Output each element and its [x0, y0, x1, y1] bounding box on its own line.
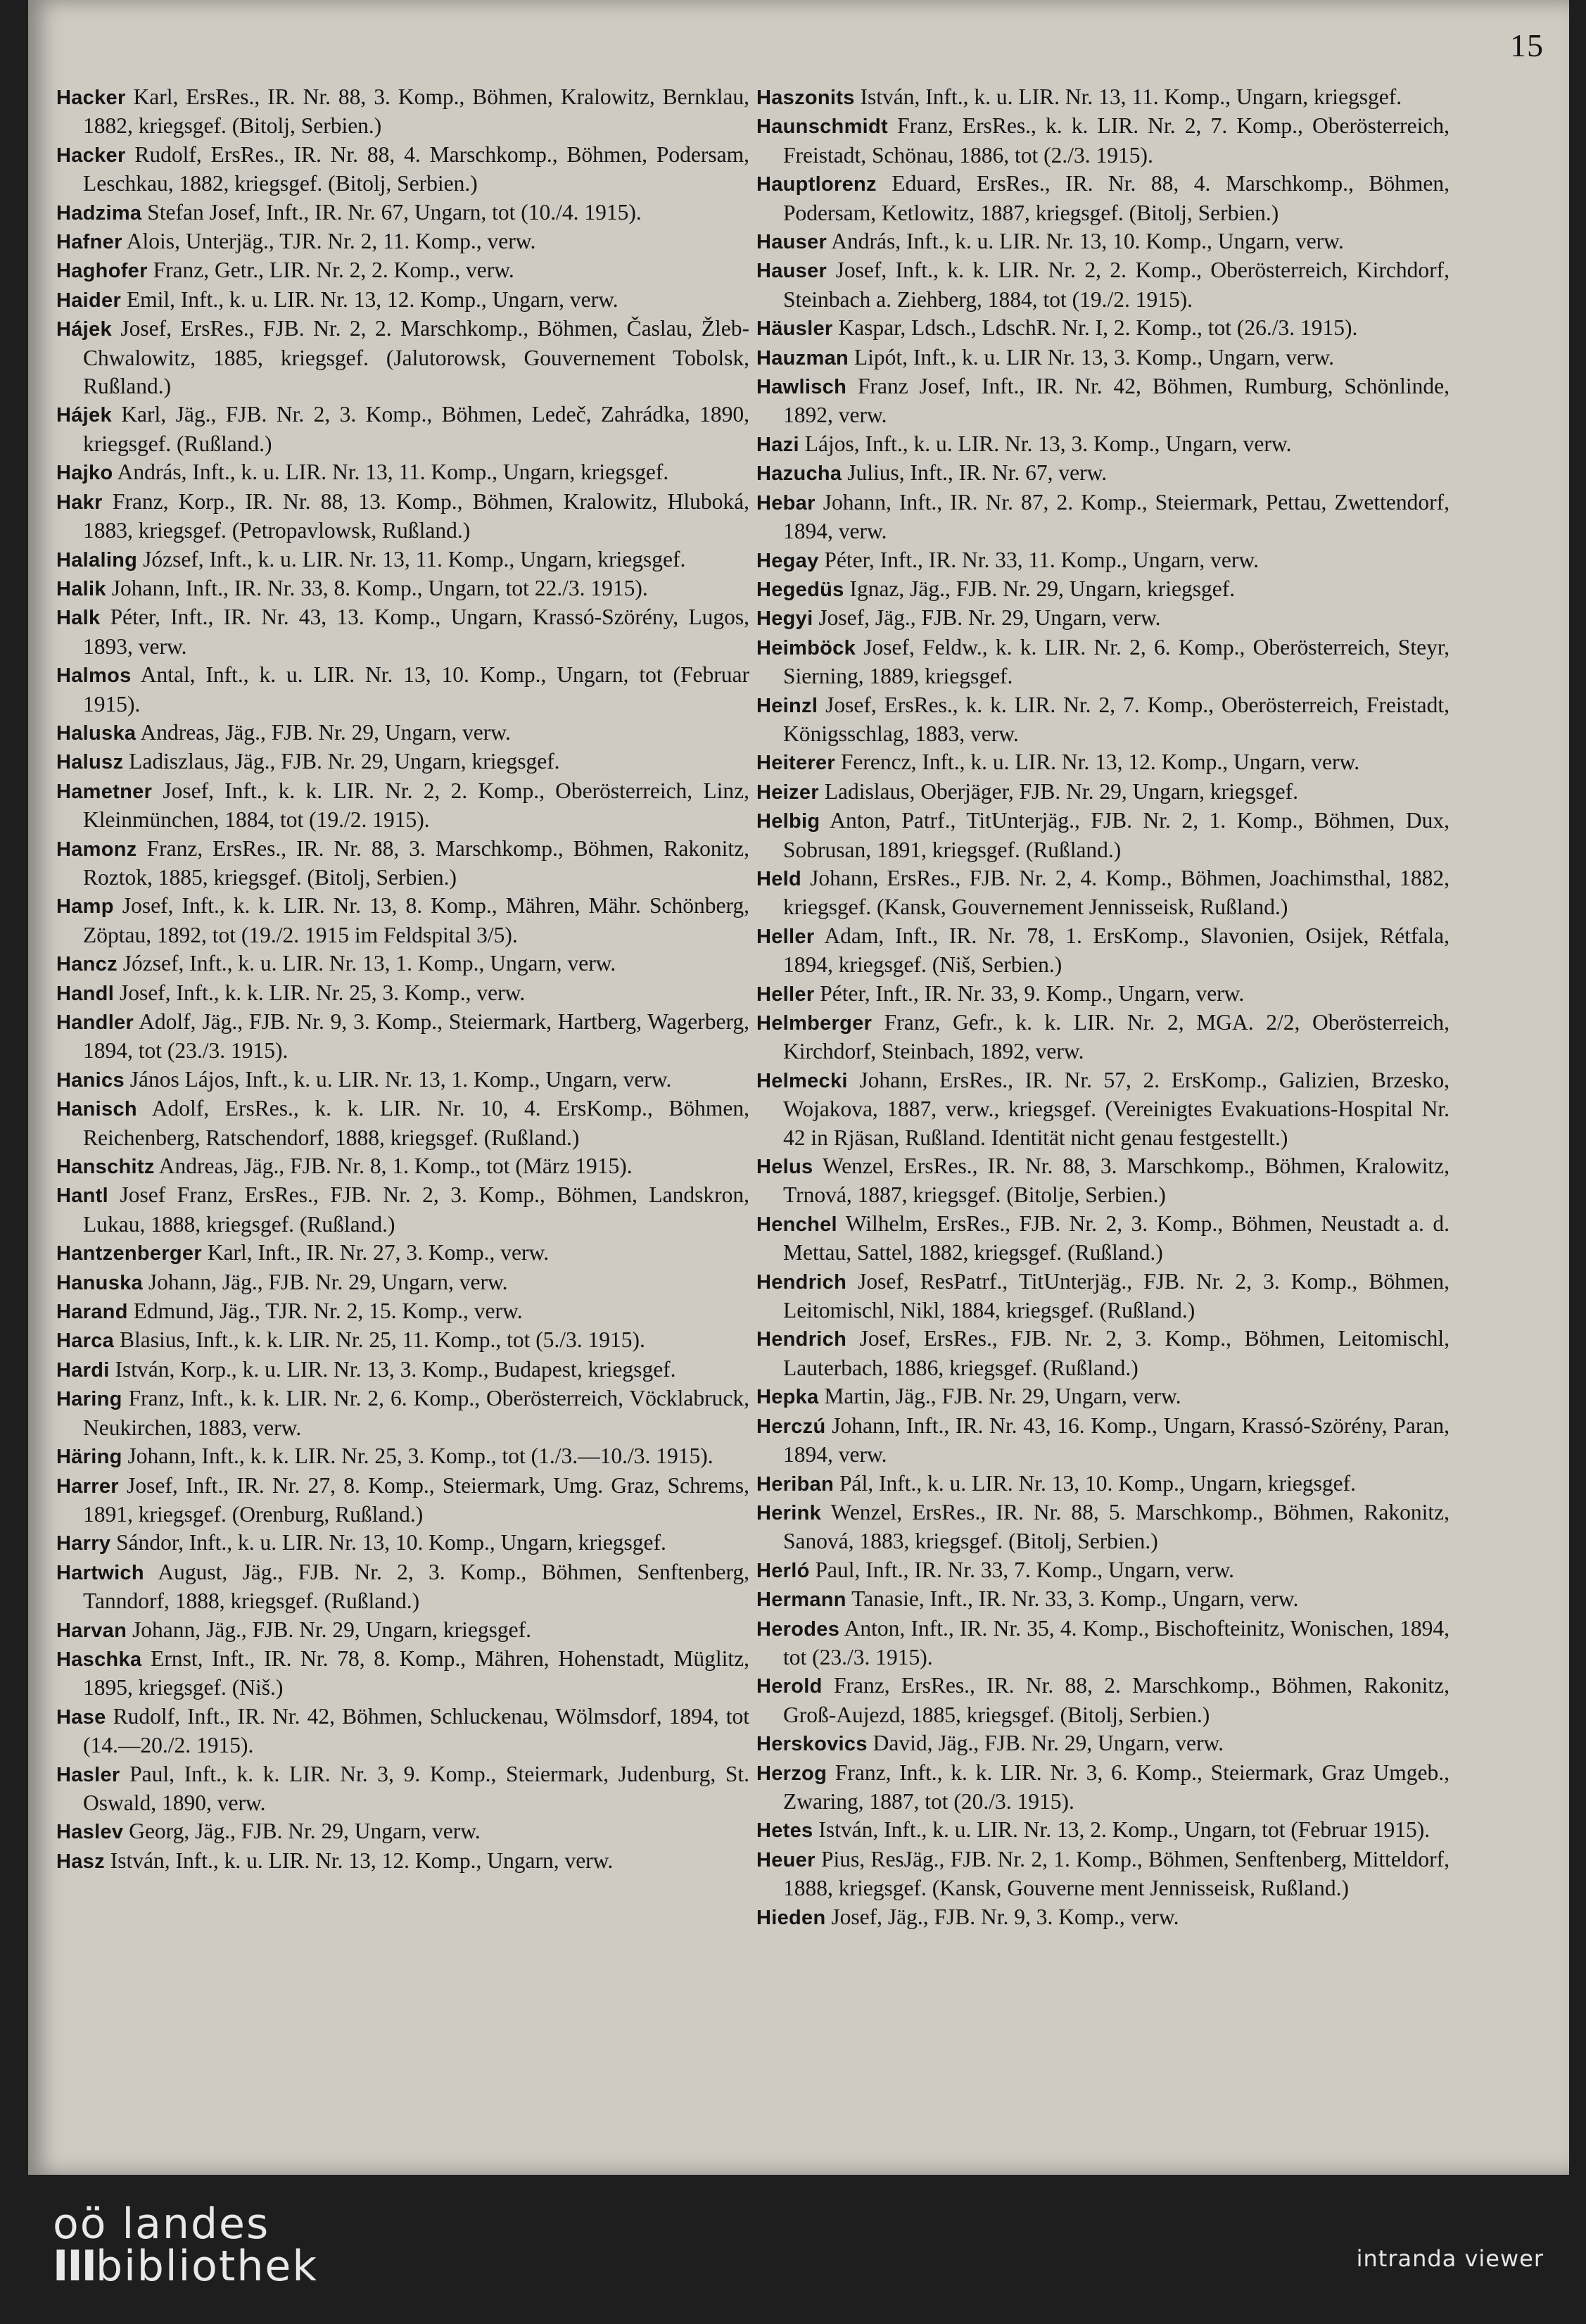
register-entry	[56, 1384, 749, 1442]
register-entry	[56, 1297, 749, 1326]
register-entry	[756, 922, 1449, 980]
register-entry	[56, 603, 749, 661]
entry-details: Josef, Jäg., FJB. Nr. 29, Ungarn, verw.	[813, 605, 1161, 631]
register-entry	[56, 1239, 749, 1268]
register-entry	[56, 1066, 749, 1094]
register-entry	[756, 1152, 1449, 1210]
entry-details: Martin, Jäg., FJB. Nr. 29, Ungarn, verw.	[818, 1384, 1181, 1409]
register-entry	[56, 892, 749, 949]
register-entry	[756, 314, 1449, 343]
entry-surname: Hauzman	[756, 346, 849, 370]
entry-details: Eduard, ErsRes., IR. Nr. 88, 4. Marschkomp., Böhmen, Podersam, Ketlowitz, 1887, kriegsgef. (Bitolj, Serbien.)	[783, 171, 1449, 225]
entry-details: Josef, ErsRes., FJB. Nr. 2, 2. Marschkomp., Böhmen, Časlau, Žleb-Chwalowitz, 1885, kriegsgef. (Jalutorowsk, Gouvernement Tobolsk, Rußland.)	[83, 316, 749, 399]
register-entry	[56, 1616, 749, 1645]
entry-details: Adolf, ErsRes., k. k. LIR. Nr. 10, 4. ErsKomp., Böhmen, Reichenberg, Ratschendorf, 1888, kriegsgef. (Rußland.)	[83, 1096, 749, 1150]
register-entry	[756, 1585, 1449, 1614]
register-entry	[756, 372, 1449, 430]
entry-details: Josef, Inft., k. k. LIR. Nr. 13, 8. Komp., Mähren, Mähr. Schönberg, Zöptau, 1892, tot (19./2. 1915 im Feldspital 3/5).	[83, 893, 749, 947]
register-entry	[56, 83, 749, 141]
entry-details: Johann, Inft., IR. Nr. 33, 8. Komp., Ungarn, tot 22./3. 1915).	[106, 575, 648, 600]
entry-surname: Heller	[756, 925, 815, 948]
entry-surname: Haszonits	[756, 87, 855, 109]
entry-surname: Hepka	[756, 1386, 819, 1409]
entry-surname: Heinzl	[756, 694, 818, 717]
entry-surname: Halusz	[56, 751, 124, 774]
entry-surname: Heriban	[756, 1472, 835, 1496]
entry-details: August, Jäg., FJB. Nr. 2, 3. Komp., Böhmen, Senftenberg, Tanndorf, 1888, kriegsgef. (Rußland.)	[83, 1559, 749, 1614]
register-entry	[56, 1645, 749, 1703]
entry-details: Blasius, Inft., k. k. LIR. Nr. 25, 11. Komp., tot (5./3. 1915).	[114, 1327, 645, 1353]
entry-surname: Haring	[56, 1388, 122, 1411]
register-entry	[756, 170, 1449, 227]
entry-surname: Hegay	[756, 549, 819, 572]
entry-details: Paul, Inft., k. k. LIR. Nr. 3, 9. Komp., Steiermark, Judenburg, St. Oswald, 1890, verw.	[83, 1761, 749, 1815]
entry-details: Wenzel, ErsRes., IR. Nr. 88, 5. Marschkomp., Böhmen, Rakonitz, Sanová, 1883, kriegsgef. (Bitolj, Serbien.)	[783, 1499, 1449, 1554]
entry-surname: Hametner	[56, 780, 153, 803]
entry-surname: Henchel	[756, 1213, 837, 1236]
register-entry	[56, 545, 749, 574]
register-entry	[756, 980, 1449, 1009]
entry-details: Emil, Inft., k. u. LIR. Nr. 13, 12. Komp., Ungarn, verw.	[121, 286, 618, 312]
register-entry	[756, 256, 1449, 314]
register-entry	[756, 459, 1449, 488]
register-entry	[756, 1498, 1449, 1556]
register-entry	[756, 1816, 1449, 1845]
entry-surname: Hendrich	[756, 1328, 847, 1351]
entry-details: Péter, Inft., IR. Nr. 33, 9. Komp., Ungarn, verw.	[814, 980, 1245, 1006]
register-entry	[56, 458, 749, 487]
viewer-credit: intranda viewer	[1356, 2245, 1544, 2272]
entry-surname: Hadzima	[56, 201, 142, 225]
entry-surname: Held	[756, 867, 802, 890]
register-entry	[756, 1729, 1449, 1758]
entry-details: Edmund, Jäg., TJR. Nr. 2, 15. Komp., verw.	[127, 1299, 523, 1324]
entry-details: István, Inft., k. u. LIR. Nr. 13, 2. Komp., Ungarn, tot (Februar 1915).	[813, 1817, 1430, 1843]
entry-surname: Herold	[756, 1675, 823, 1698]
register-entry	[56, 1703, 749, 1760]
entry-surname: Herczú	[756, 1415, 826, 1438]
register-entry	[56, 1442, 749, 1471]
entry-details: Paul, Inft., IR. Nr. 33, 7. Komp., Ungarn, verw.	[809, 1557, 1235, 1582]
register-entry	[756, 1672, 1449, 1729]
register-entry	[56, 1094, 749, 1152]
register-entry	[756, 1759, 1449, 1817]
register-entry	[56, 1008, 749, 1066]
register-entry	[56, 1529, 749, 1558]
entry-details: Johann, Jäg., FJB. Nr. 29, Ungarn, verw.	[143, 1269, 508, 1294]
entry-surname: Halk	[56, 607, 101, 630]
register-entry	[56, 777, 749, 835]
entry-details: Franz, Korp., IR. Nr. 88, 13. Komp., Böhmen, Kralowitz, Hluboká, 1883, kriegsgef. (Petropavlowsk, Rußland.)	[83, 488, 749, 543]
entry-surname: Hendrich	[756, 1270, 847, 1294]
entry-surname: Helus	[756, 1156, 813, 1179]
entry-details: Pál, Inft., k. u. LIR. Nr. 13, 10. Komp., Ungarn, kriegsgef.	[834, 1470, 1356, 1496]
register-entry	[56, 1268, 749, 1297]
entry-details: Rudolf, Inft., IR. Nr. 42, Böhmen, Schluckenau, Wölmsdorf, 1894, tot (14.—20./2. 1915).	[83, 1703, 749, 1758]
register-entry	[56, 1356, 749, 1384]
entry-surname: Hegyi	[756, 607, 813, 631]
register-entry	[756, 1325, 1449, 1382]
register-entry	[756, 1412, 1449, 1470]
entry-details: Andreas, Jäg., FJB. Nr. 8, 1. Komp., tot (März 1915).	[154, 1154, 633, 1179]
left-column	[56, 83, 749, 1876]
register-entry	[756, 691, 1449, 749]
entry-details: Julius, Inft., IR. Nr. 67, verw.	[842, 460, 1108, 486]
entry-surname: Hacker	[56, 144, 126, 167]
entry-surname: Heimböck	[756, 636, 856, 659]
register-entry	[56, 747, 749, 776]
entry-surname: Harvan	[56, 1619, 127, 1642]
entry-surname: Hieden	[756, 1906, 826, 1929]
register-entry	[756, 1066, 1449, 1152]
entry-details: Sándor, Inft., k. u. LIR. Nr. 13, 10. Komp., Ungarn, kriegsgef.	[110, 1530, 666, 1555]
entry-details: Karl, Inft., IR. Nr. 27, 3. Komp., verw.	[201, 1240, 550, 1265]
entry-surname: Hardi	[56, 1358, 110, 1382]
register-entry	[756, 604, 1449, 633]
register-entry	[756, 488, 1449, 546]
register-entry	[756, 807, 1449, 864]
register-entry	[56, 198, 749, 227]
entry-surname: Hantzenberger	[56, 1242, 202, 1265]
entry-surname: Hermann	[756, 1589, 846, 1612]
entry-details: István, Inft., k. u. LIR. Nr. 13, 11. Komp., Ungarn, kriegsgef.	[854, 84, 1402, 109]
entry-details: Josef, Inft., IR. Nr. 27, 8. Komp., Steiermark, Umg. Graz, Schrems, 1891, kriegsgef. (Orenburg, Rußland.)	[83, 1472, 749, 1527]
entry-details: Péter, Inft., IR. Nr. 33, 11. Komp., Ungarn, verw.	[818, 547, 1259, 572]
entry-surname: Hawlisch	[756, 376, 847, 399]
entry-surname: Halaling	[56, 548, 138, 571]
register-entry	[56, 835, 749, 892]
entry-surname: Helbig	[756, 810, 820, 833]
entry-surname: Haluska	[56, 721, 137, 745]
entry-surname: Hauser	[756, 260, 827, 283]
entry-surname: Hauser	[756, 231, 827, 254]
entry-details: Ignaz, Jäg., FJB. Nr. 29, Ungarn, kriegsgef.	[844, 576, 1236, 601]
entry-details: András, Inft., k. u. LIR. Nr. 13, 10. Komp., Ungarn, verw.	[827, 229, 1344, 254]
register-entry	[56, 1760, 749, 1818]
register-entry	[56, 315, 749, 400]
entry-details: Franz Josef, Inft., IR. Nr. 42, Böhmen, Rumburg, Schönlinde, 1892, verw.	[783, 374, 1449, 428]
entry-details: József, Inft., k. u. LIR. Nr. 13, 11. Komp., Ungarn, kriegsgef.	[137, 546, 686, 571]
entry-surname: Herzog	[756, 1762, 827, 1785]
register-entry	[756, 83, 1449, 112]
entry-surname: Hakr	[56, 491, 103, 514]
logo-bars-icon: III	[53, 2242, 96, 2291]
entry-surname: Harrer	[56, 1474, 119, 1498]
entry-details: Josef, ErsRes., FJB. Nr. 2, 3. Komp., Böhmen, Leitomischl, Lauterbach, 1886, kriegsgef. (Rußland.)	[783, 1326, 1449, 1380]
register-entry	[756, 1210, 1449, 1268]
entry-details: Johann, ErsRes., FJB. Nr. 2, 4. Komp., Böhmen, Joachimsthal, 1882, kriegsgef. (Kansk, Gouvernement Jennisseisk, Rußland.)	[783, 865, 1449, 920]
entry-surname: Haghofer	[56, 260, 148, 283]
entry-surname: Hasz	[56, 1850, 105, 1873]
entry-surname: Hamonz	[56, 838, 137, 861]
entry-details: Josef, Jäg., FJB. Nr. 9, 3. Komp., verw.	[825, 1904, 1179, 1929]
register-entry	[56, 1152, 749, 1181]
entry-details: Franz, Inft., k. k. LIR. Nr. 3, 6. Komp., Steiermark, Graz Umgeb., Zwaring, 1887, tot (20./3. 1915).	[783, 1760, 1449, 1814]
entry-details: Franz, Gefr., k. k. LIR. Nr. 2, MGA. 2/2, Oberösterreich, Kirchdorf, Steinbach, 1892, verw.	[783, 1010, 1449, 1064]
right-column	[756, 83, 1449, 1932]
register-entry	[756, 546, 1449, 575]
entry-details: Johann, Jäg., FJB. Nr. 29, Ungarn, kriegsgef.	[127, 1617, 531, 1642]
entry-details: Stefan Josef, Inft., IR. Nr. 67, Ungarn, tot (10./4. 1915).	[141, 199, 642, 225]
page-number: 15	[1510, 27, 1544, 63]
entry-details: András, Inft., k. u. LIR. Nr. 13, 11. Komp., Ungarn, kriegsgef.	[113, 460, 669, 485]
entry-details: Josef, ErsRes., k. k. LIR. Nr. 2, 7. Komp., Oberösterreich, Freistadt, Königsschlag, 1883, verw.	[783, 692, 1449, 746]
entry-details: Josef Franz, ErsRes., FJB. Nr. 2, 3. Komp., Böhmen, Landskron, Lukau, 1888, kriegsgef. (Rußland.)	[83, 1182, 749, 1237]
entry-surname: Haschka	[56, 1648, 142, 1671]
entry-details: Anton, Inft., IR. Nr. 35, 4. Komp., Bischofteinitz, Wonischen, 1894, tot (23./3. 1915).	[783, 1615, 1449, 1669]
entry-surname: Hacker	[56, 87, 126, 109]
register-entry	[56, 256, 749, 285]
logo-line-2-text: bibliothek	[95, 2242, 319, 2291]
register-entry	[56, 141, 749, 198]
register-entry	[56, 719, 749, 747]
logo-line-1: oö landes	[53, 2199, 270, 2249]
entry-details: Josef, Inft., k. k. LIR. Nr. 2, 2. Komp., Oberösterreich, Kirchdorf, Steinbach a. Ziehberg, 1884, tot (19./2. 1915).	[783, 258, 1449, 312]
entry-details: István, Korp., k. u. LIR. Nr. 13, 3. Komp., Budapest, kriegsgef.	[109, 1356, 676, 1382]
entry-surname: Hazucha	[756, 462, 842, 486]
register-entry	[756, 633, 1449, 691]
entry-details: Ferencz, Inft., k. u. LIR. Nr. 13, 12. Komp., Ungarn, verw.	[835, 750, 1360, 775]
entry-surname: Heuer	[756, 1848, 816, 1871]
entry-surname: Harry	[56, 1532, 111, 1555]
register-entry	[56, 488, 749, 545]
entry-details: Wilhelm, ErsRes., FJB. Nr. 2, 3. Komp., Böhmen, Neustadt a. d. Mettau, Sattel, 1882, kriegsgef. (Rußland.)	[783, 1211, 1449, 1265]
entry-surname: Hartwich	[56, 1561, 144, 1584]
entry-surname: Halik	[56, 577, 106, 600]
entry-details: Franz, ErsRes., k. k. LIR. Nr. 2, 7. Komp., Oberösterreich, Freistadt, Schönau, 1886, tot (2./3. 1915).	[783, 113, 1449, 168]
entry-details: Péter, Inft., IR. Nr. 43, 13. Komp., Ungarn, Krassó-Szörény, Lugos, 1893, verw.	[83, 605, 749, 659]
entry-surname: Heizer	[756, 781, 819, 804]
entry-details: János Lájos, Inft., k. u. LIR. Nr. 13, 1. Komp., Ungarn, verw.	[124, 1066, 672, 1092]
register-entry	[56, 227, 749, 256]
entry-surname: Handl	[56, 982, 115, 1005]
entry-surname: Herskovics	[756, 1733, 868, 1756]
entry-details: Pius, ResJäg., FJB. Nr. 2, 1. Komp., Böhmen, Senftenberg, Mitteldorf, 1888, kriegsgef. (Kansk, Gouverne ment Jennisseisk, Rußland.)	[783, 1846, 1449, 1901]
register-entry	[56, 661, 749, 719]
entry-surname: Hamp	[56, 895, 114, 918]
register-entry	[756, 430, 1449, 459]
entry-details: Johann, Inft., k. k. LIR. Nr. 25, 3. Komp., tot (1./3.—10./3. 1915).	[122, 1444, 713, 1469]
entry-surname: Handler	[56, 1011, 134, 1034]
entry-details: Johann, Inft., IR. Nr. 43, 16. Komp., Ungarn, Krassó-Szörény, Paran, 1894, verw.	[783, 1413, 1449, 1467]
entry-surname: Harand	[56, 1301, 128, 1324]
register-entry	[56, 400, 749, 458]
entry-details: David, Jäg., FJB. Nr. 29, Ungarn, verw.	[867, 1731, 1224, 1756]
entry-surname: Hegedüs	[756, 578, 844, 601]
entry-surname: Hanisch	[56, 1098, 137, 1121]
scanned-page	[28, 0, 1569, 2175]
entry-details: Franz, Inft., k. k. LIR. Nr. 2, 6. Komp., Oberösterreich, Vöcklabruck, Neukirchen, 1883, verw.	[83, 1386, 749, 1440]
entry-details: Anton, Patrf., TitUnterjäg., FJB. Nr. 2, 1. Komp., Böhmen, Dux, Sobrusan, 1891, kriegsgef. (Rußland.)	[783, 808, 1449, 862]
entry-surname: Hájek	[56, 404, 112, 427]
entry-details: Ladiszlaus, Jäg., FJB. Nr. 29, Ungarn, kriegsgef.	[123, 749, 560, 774]
register-entry	[56, 949, 749, 978]
entry-details: István, Inft., k. u. LIR. Nr. 13, 12. Komp., Ungarn, verw.	[104, 1848, 614, 1873]
entry-surname: Harca	[56, 1330, 115, 1353]
entry-details: Lájos, Inft., k. u. LIR. Nr. 13, 3. Komp., Ungarn, verw.	[799, 431, 1292, 456]
register-entry	[756, 575, 1449, 604]
register-entry	[56, 286, 749, 315]
entry-details: Josef, Inft., k. k. LIR. Nr. 25, 3. Komp., verw.	[114, 980, 526, 1005]
entry-surname: Hebar	[756, 491, 816, 514]
entry-details: Lipót, Inft., k. u. LIR Nr. 13, 3. Komp., Ungarn, verw.	[849, 344, 1335, 370]
entry-surname: Haunschmidt	[756, 115, 888, 139]
entry-details: Karl, ErsRes., IR. Nr. 88, 3. Komp., Böhmen, Kralowitz, Bernklau, 1882, kriegsgef. (Bitolj, Serbien.)	[83, 84, 749, 139]
entry-details: József, Inft., k. u. LIR. Nr. 13, 1. Komp., Ungarn, verw.	[117, 951, 616, 976]
register-entry	[756, 1268, 1449, 1325]
entry-details: Franz, ErsRes., IR. Nr. 88, 3. Marschkomp., Böhmen, Rakonitz, Roztok, 1885, kriegsgef. (Bitolj, Serbien.)	[83, 835, 749, 890]
register-entry	[756, 748, 1449, 777]
entry-details: Rudolf, ErsRes., IR. Nr. 88, 4. Marschkomp., Böhmen, Podersam, Leschkau, 1882, kriegsgef. (Bitolj, Serbien.)	[83, 141, 749, 196]
entry-details: Josef, ResPatrf., TitUnterjäg., FJB. Nr. 2, 3. Komp., Böhmen, Leitomischl, Nikl, 1884, kriegsgef. (Rußland.)	[783, 1268, 1449, 1323]
entry-details: Georg, Jäg., FJB. Nr. 29, Ungarn, verw.	[123, 1819, 481, 1844]
entry-surname: Häring	[56, 1446, 122, 1469]
register-entry	[756, 112, 1449, 170]
entry-details: Adam, Inft., IR. Nr. 78, 1. ErsKomp., Slavonien, Osijek, Rétfala, 1894, kriegsgef. (Niš, Serbien.)	[783, 923, 1449, 978]
entry-surname: Heiterer	[756, 752, 836, 775]
register-entry	[56, 1326, 749, 1355]
register-entry	[56, 1181, 749, 1239]
register-entry	[756, 1556, 1449, 1585]
register-entry	[56, 1847, 749, 1876]
entry-details: Franz, ErsRes., IR. Nr. 88, 2. Marschkomp., Böhmen, Rakonitz, Groß-Aujezd, 1885, kriegsgef. (Bitolj, Serbien.)	[783, 1673, 1449, 1727]
entry-details: Adolf, Jäg., FJB. Nr. 9, 3. Komp., Steiermark, Hartberg, Wagerberg, 1894, tot (23./3. 1915).	[83, 1009, 749, 1063]
entry-surname: Hetes	[756, 1819, 813, 1843]
register-entry	[756, 864, 1449, 922]
entry-details: Kaspar, Ldsch., LdschR. Nr. I, 2. Komp., tot (26./3. 1915).	[832, 315, 1358, 341]
entry-surname: Hanuska	[56, 1271, 143, 1294]
register-entry	[756, 1615, 1449, 1672]
register-entry	[756, 778, 1449, 807]
entry-surname: Hasler	[56, 1763, 120, 1786]
entry-surname: Haslev	[56, 1821, 124, 1844]
entry-surname: Hajko	[56, 462, 113, 485]
logo-line-2	[53, 2242, 319, 2291]
register-entry	[56, 979, 749, 1008]
register-entry	[756, 343, 1449, 372]
entry-details: Ernst, Inft., IR. Nr. 78, 8. Komp., Mähren, Hohenstadt, Müglitz, 1895, kriegsgef. (Niš.)	[83, 1646, 749, 1700]
entry-surname: Hanics	[56, 1068, 125, 1092]
entry-surname: Halmos	[56, 664, 132, 688]
register-entry	[756, 1382, 1449, 1411]
entry-details: Franz, Getr., LIR. Nr. 2, 2. Komp., verw.	[147, 258, 514, 283]
entry-surname: Hauptlorenz	[756, 173, 877, 196]
entry-surname: Hanschitz	[56, 1156, 155, 1179]
entry-surname: Hájek	[56, 318, 112, 341]
entry-details: Josef, Inft., k. k. LIR. Nr. 2, 2. Komp., Oberösterreich, Linz, Kleinmünchen, 1884, tot (19./2. 1915).	[83, 778, 749, 833]
entry-surname: Herodes	[756, 1617, 840, 1641]
register-entry	[756, 1903, 1449, 1932]
entry-surname: Hase	[56, 1705, 106, 1729]
entry-surname: Heller	[756, 983, 815, 1006]
entry-surname: Herló	[756, 1559, 810, 1582]
entry-surname: Hancz	[56, 953, 118, 976]
register-entry	[756, 1845, 1449, 1903]
entry-surname: Herink	[756, 1501, 822, 1524]
entry-surname: Häusler	[756, 317, 833, 341]
register-entry	[756, 227, 1449, 256]
entry-details: Ladislaus, Oberjäger, FJB. Nr. 29, Ungarn, kriegsgef.	[818, 778, 1298, 804]
entry-details: Josef, Feldw., k. k. LIR. Nr. 2, 6. Komp., Oberösterreich, Steyr, Sierning, 1889, kriegsgef.	[783, 634, 1449, 689]
entry-surname: Helmberger	[756, 1012, 873, 1035]
entry-surname: Helmecki	[756, 1069, 848, 1092]
entry-surname: Hafner	[56, 231, 122, 254]
entry-details: Alois, Unterjäg., TJR. Nr. 2, 11. Komp., verw.	[122, 229, 536, 254]
entry-details: Johann, ErsRes., IR. Nr. 57, 2. ErsKomp., Galizien, Brzesko, Wojakova, 1887, verw., kriegsgef. (Vereinigtes Evakuations-Hospital Nr. 42 in Rjäsan, Rußland. Identität nicht genau festgestellt.)	[783, 1067, 1449, 1150]
register-entry	[756, 1009, 1449, 1066]
register-entry	[756, 1470, 1449, 1498]
entry-surname: Hantl	[56, 1185, 108, 1208]
register-entry	[56, 574, 749, 603]
entry-surname: Hazi	[756, 433, 799, 456]
entry-details: Antal, Inft., k. u. LIR. Nr. 13, 10. Komp., Ungarn, tot (Februar 1915).	[83, 662, 749, 716]
entry-details: Tanasie, Inft., IR. Nr. 33, 3. Komp., Ungarn, verw.	[846, 1586, 1299, 1612]
register-entry	[56, 1472, 749, 1529]
entry-details: Karl, Jäg., FJB. Nr. 2, 3. Komp., Böhmen, Ledeč, Zahrádka, 1890, kriegsgef. (Rußland.)	[83, 402, 749, 456]
register-entry	[56, 1558, 749, 1616]
library-logo[interactable]	[53, 2199, 319, 2291]
entry-details: Johann, Inft., IR. Nr. 87, 2. Komp., Steiermark, Pettau, Zwettendorf, 1894, verw.	[783, 489, 1449, 544]
entry-details: Andreas, Jäg., FJB. Nr. 29, Ungarn, verw.	[136, 719, 511, 745]
register-entry	[56, 1817, 749, 1846]
entry-surname: Haider	[56, 289, 122, 312]
entry-details: Wenzel, ErsRes., IR. Nr. 88, 3. Marschkomp., Böhmen, Kralowitz, Trnová, 1887, kriegsgef. (Bitolje, Serbien.)	[783, 1154, 1449, 1208]
